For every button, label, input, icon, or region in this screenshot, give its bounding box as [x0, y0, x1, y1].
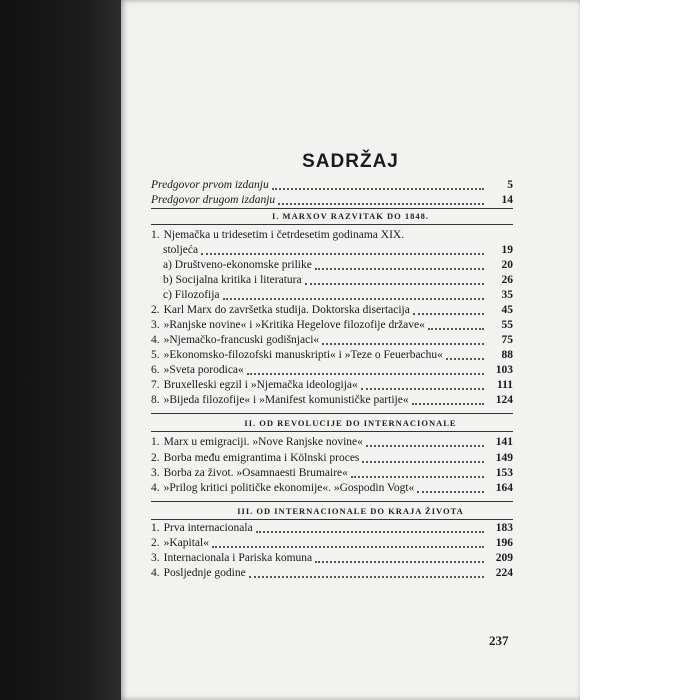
toc-entry-label: »Njemačko-francuski godišnjaci«: [163, 334, 320, 346]
toc-entry-page: 20: [501, 259, 513, 271]
toc-entry-label: stoljeća: [163, 244, 199, 256]
toc-entry: [151, 333, 513, 348]
toc-entry-label: Borba među emigrantima i Kölnski proces: [163, 452, 360, 464]
toc-entry-continuation: [163, 243, 513, 258]
toc-entry-page: 26: [501, 274, 513, 286]
dot-leader: [201, 252, 484, 255]
section-rule: [151, 431, 513, 432]
toc-entry-page: 35: [501, 289, 513, 301]
toc-entry-label: Prva internacionala: [163, 522, 253, 534]
toc-entry-number: 1.: [151, 229, 160, 241]
toc-entry-page: 153: [495, 467, 513, 479]
toc-entry: [151, 178, 513, 193]
toc-entry-number: 8.: [151, 394, 160, 406]
book-page: [121, 0, 580, 700]
dot-leader: [305, 282, 484, 285]
toc-entry-number: 3.: [151, 467, 160, 479]
toc-entry-page: 209: [495, 552, 513, 564]
section-heading: III. OD INTERNACIONALE DO KRAJA ŽIVOTA: [237, 506, 464, 516]
toc-entry: [151, 303, 513, 318]
toc-entry-page: 14: [501, 194, 513, 206]
toc-subentry: [163, 288, 513, 303]
toc-entry-number: 4.: [151, 482, 160, 494]
dot-leader: [366, 444, 484, 447]
toc-entry-label: »Ranjske novine« i »Kritika Hegelove filozofije države«: [163, 319, 425, 331]
toc-entry-number: 3.: [151, 319, 160, 331]
dot-leader: [223, 297, 484, 300]
toc-entry-label: »Prilog kritici političke ekonomije«. »Gospodin Vogt«: [163, 482, 415, 494]
toc-subentry: [163, 258, 513, 273]
toc-entry-page: 111: [497, 379, 513, 391]
toc-subentry: [163, 273, 513, 288]
toc-entry-label: c) Filozofija: [163, 289, 220, 301]
toc-entry-number: 1.: [151, 522, 160, 534]
toc-entry: [151, 566, 513, 581]
toc-entry-page: 196: [495, 537, 513, 549]
dot-leader: [272, 187, 484, 190]
dot-leader: [212, 545, 484, 548]
section-heading: I. MARXOV RAZVITAK DO 1848.: [271, 211, 430, 221]
dot-leader: [256, 530, 484, 533]
toc-entry: [151, 435, 513, 450]
toc-entry-number: 7.: [151, 379, 160, 391]
toc-entry-page: 141: [495, 436, 513, 448]
page-title: SADRŽAJ: [302, 151, 399, 172]
toc-entry-number: 4.: [151, 334, 160, 346]
toc-entry: [151, 193, 513, 208]
dot-leader: [412, 402, 484, 405]
toc-entry-page: 55: [501, 319, 513, 331]
toc-entry-label: a) Društveno-ekonomske prilike: [163, 259, 312, 271]
toc-entry-label: b) Socijalna kritika i literatura: [163, 274, 302, 286]
toc-entry-number: 5.: [151, 349, 160, 361]
toc-entry-label: Marx u emigraciji. »Nove Ranjske novine«: [163, 436, 363, 448]
toc-entry-number: 1.: [151, 436, 160, 448]
toc-entry: [151, 451, 513, 466]
section-rule: [151, 501, 513, 502]
toc-entry-page: 224: [495, 567, 513, 579]
toc-entry-label: »Kapital«: [163, 537, 209, 549]
toc-entry: [151, 466, 513, 481]
toc-entry-label: Internacionala i Pariska komuna: [163, 552, 313, 564]
dot-leader: [413, 312, 484, 315]
section-rule: [151, 224, 513, 225]
toc-entry-page: 164: [495, 482, 513, 494]
toc-entry-number: 6.: [151, 364, 160, 376]
book-spine-shadow: [0, 0, 121, 700]
dot-leader: [249, 575, 484, 578]
toc-entry-label: Borba za život. »Osamnaesti Brumaire«: [163, 467, 348, 479]
toc-entry-number: 4.: [151, 567, 160, 579]
toc-entry: [151, 348, 513, 363]
toc-entry-label: Predgovor drugom izdanju: [151, 194, 276, 206]
toc-entry-page: 45: [501, 304, 513, 316]
toc-entry-page: 19: [501, 244, 513, 256]
toc-entry-page: 75: [501, 334, 513, 346]
toc-entry: [151, 228, 513, 243]
toc-entry-label: Predgovor prvom izdanju: [151, 179, 269, 191]
dot-leader: [322, 342, 484, 345]
toc-entry-label: »Bijeda filozofije« i »Manifest komunističke partije«: [163, 394, 409, 406]
toc-entry-number: 2.: [151, 304, 160, 316]
toc-entry-page: 124: [495, 394, 513, 406]
section-heading: II. OD REVOLUCIJE DO INTERNACIONALE: [244, 418, 457, 428]
toc-entry-label: Posljednje godine: [163, 567, 246, 579]
toc-entry-label: »Sveta porodica«: [163, 364, 244, 376]
toc-entry-page: 149: [495, 452, 513, 464]
toc-entry-label: Karl Marx do završetka studija. Doktorska disertacija: [163, 304, 410, 316]
toc-entry: [151, 378, 513, 393]
toc-entry-number: 3.: [151, 552, 160, 564]
toc-entry: [151, 363, 513, 378]
dot-leader: [361, 387, 484, 390]
page-number: 237: [489, 633, 509, 648]
toc-entry-label: »Ekonomsko-filozofski manuskripti« i »Teze o Feuerbachu«: [163, 349, 443, 361]
dot-leader: [362, 460, 484, 463]
toc-entry: [151, 551, 513, 566]
dot-leader: [315, 267, 484, 270]
section-rule: [151, 208, 513, 209]
toc-entry-number: 2.: [151, 537, 160, 549]
section-rule: [151, 519, 513, 520]
dot-leader: [315, 560, 484, 563]
toc-entry-page: 88: [501, 349, 513, 361]
dot-leader: [428, 327, 484, 330]
toc-entry: [151, 481, 513, 496]
dot-leader: [351, 475, 484, 478]
toc-entry-page: 183: [495, 522, 513, 534]
toc-entry-page: 5: [507, 179, 513, 191]
toc-entry-label: Njemačka u tridesetim i četrdesetim godinama XIX.: [163, 229, 405, 241]
dot-leader: [278, 202, 484, 205]
dot-leader: [417, 490, 484, 493]
toc-entry: [151, 536, 513, 551]
section-rule: [151, 413, 513, 414]
toc-entry-label: Bruxelleski egzil i »Njemačka ideologija«: [163, 379, 358, 391]
dot-leader: [247, 372, 484, 375]
dot-leader: [446, 357, 484, 360]
toc-entry-page: 103: [495, 364, 513, 376]
toc-entry: [151, 318, 513, 333]
toc-entry: [151, 393, 513, 408]
toc-entry: [151, 521, 513, 536]
toc-entry-number: 2.: [151, 452, 160, 464]
